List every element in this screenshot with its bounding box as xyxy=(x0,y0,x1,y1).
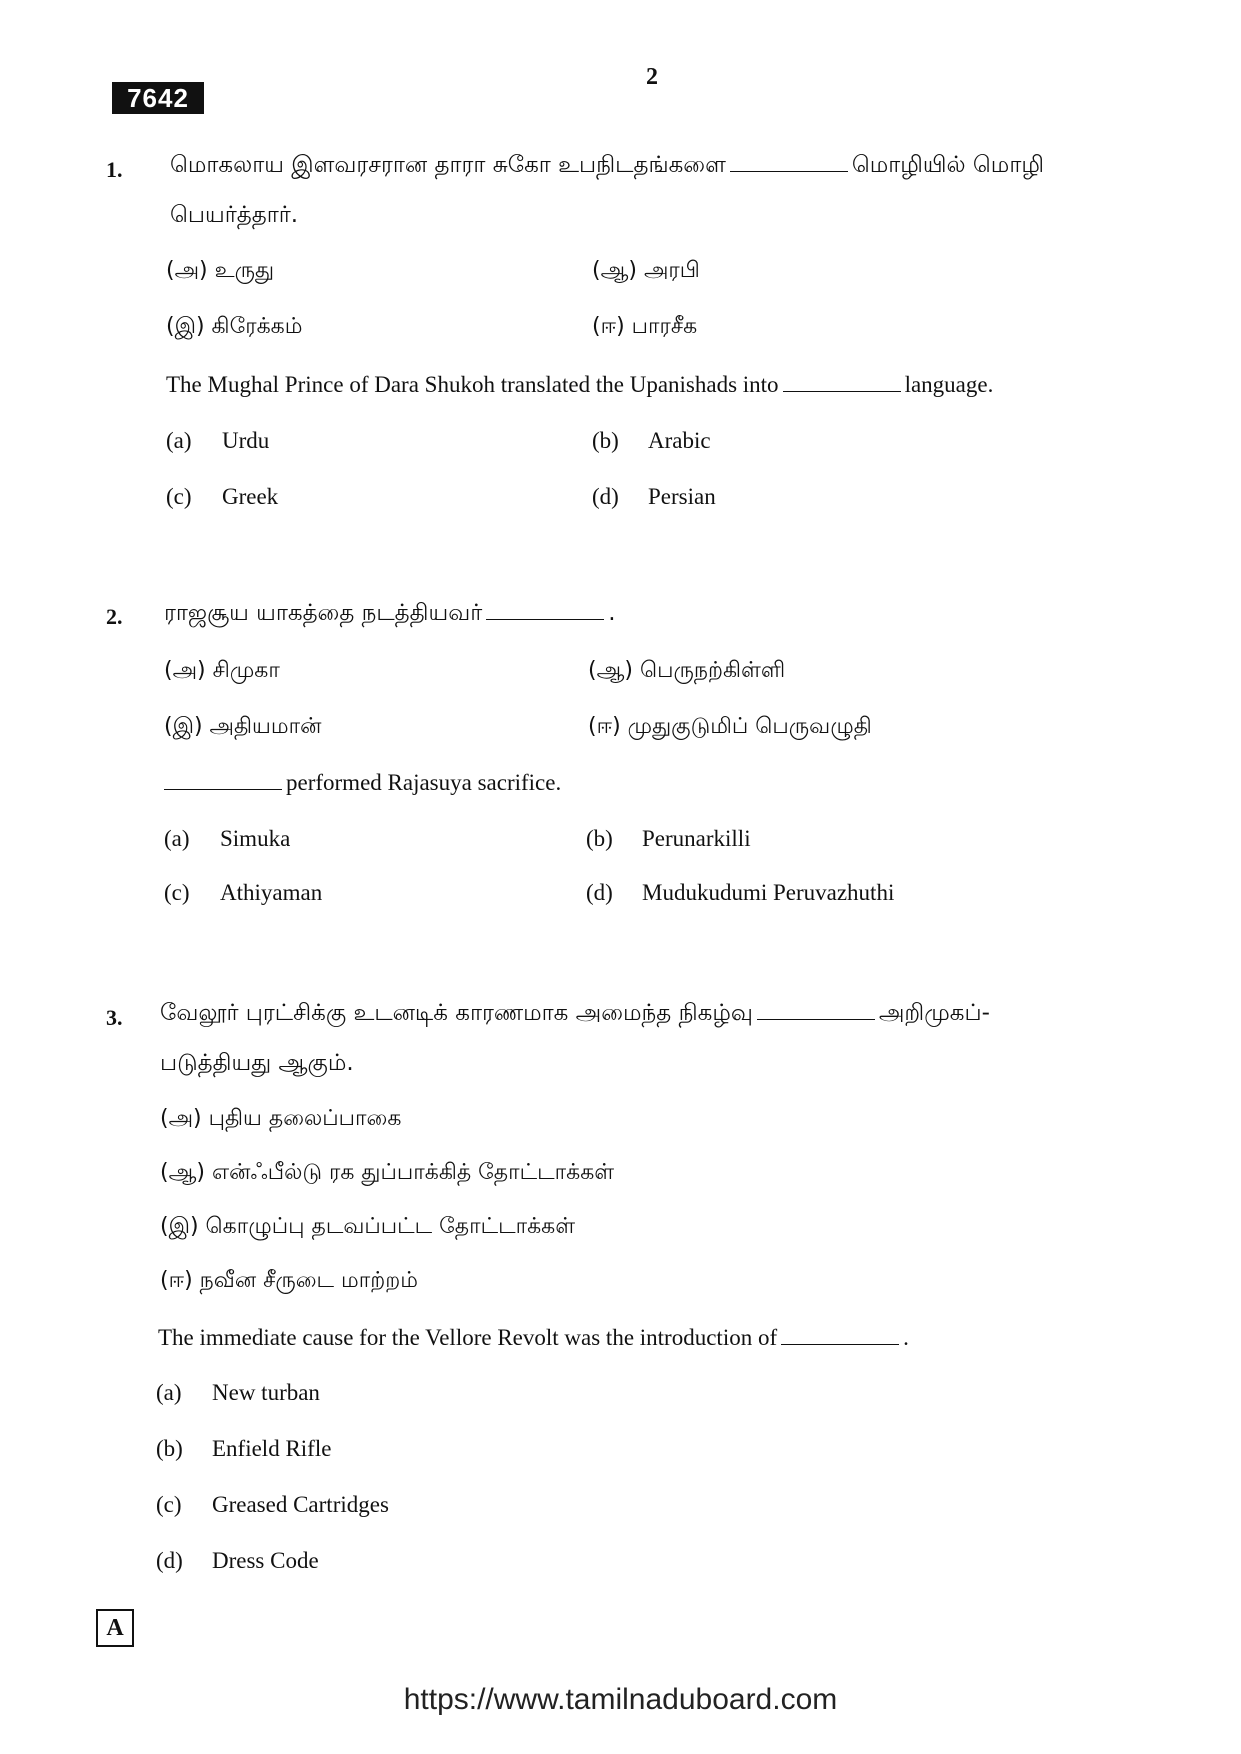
tamil-option: (ஆ) பெருநற்கிள்ளி xyxy=(588,658,786,683)
tamil-question-line: மொகலாய இளவரசரான தாரா சுகோ உபநிடதங்களை மொழியில் மொழி xyxy=(170,152,1044,178)
paper-code-badge: 7642 xyxy=(112,82,204,114)
tamil-option: (அ) உருது xyxy=(166,258,275,283)
tamil-question-line-2: பெயர்த்தார். xyxy=(170,202,299,228)
tamil-option: (ஆ) அரபி xyxy=(592,258,700,283)
tamil-option: (ஈ) நவீன சீருடை மாற்றம் xyxy=(160,1268,418,1293)
answer-blank xyxy=(783,390,901,392)
answer-blank xyxy=(730,170,848,172)
option-a: (a) New turban xyxy=(156,1380,320,1405)
tamil-option: (ஆ) என்ஃபீல்டு ரக துப்பாக்கித் தோட்டாக்கள் xyxy=(160,1160,615,1185)
option-d: (d) Mudukudumi Peruvazhuthi xyxy=(586,880,895,905)
english-question: The immediate cause for the Vellore Revolt was the introduction of . xyxy=(158,1325,909,1350)
question-number: 1. xyxy=(106,157,123,182)
option-c: (c) Greased Cartridges xyxy=(156,1492,389,1517)
tamil-option: (ஈ) பாரசீக xyxy=(592,314,698,339)
option-d: (d) Persian xyxy=(592,484,716,509)
option-c: (c) Athiyaman xyxy=(164,880,323,905)
tamil-option: (ஈ) முதுகுடுமிப் பெருவழுதி xyxy=(588,714,872,739)
booklet-version-box: A xyxy=(96,1609,134,1647)
tamil-question-line: ராஜசூய யாகத்தை நடத்தியவர் . xyxy=(164,600,616,626)
tamil-option: (அ) சிமுகா xyxy=(164,658,280,683)
tamil-question-line: வேலூர் புரட்சிக்கு உடனடிக் காரணமாக அமைந்த நிகழ்வு அறிமுகப்- xyxy=(160,1000,990,1026)
answer-blank xyxy=(164,788,282,790)
tamil-option: (அ) புதிய தலைப்பாகை xyxy=(160,1106,402,1131)
english-question: performed Rajasuya sacrifice. xyxy=(164,770,561,796)
option-b: (b) Arabic xyxy=(592,428,711,453)
page-number: 2 xyxy=(646,64,658,90)
tamil-option: (இ) கிரேக்கம் xyxy=(166,314,303,339)
option-b: (b) Perunarkilli xyxy=(586,826,751,851)
question-number: 3. xyxy=(106,1005,123,1030)
tamil-question-line-2: படுத்தியது ஆகும். xyxy=(160,1050,354,1076)
answer-blank xyxy=(757,1018,875,1020)
footer-url: https://www.tamilnaduboard.com xyxy=(403,1683,838,1716)
option-a: (a) Urdu xyxy=(166,428,270,453)
option-d: (d) Dress Code xyxy=(156,1548,319,1573)
tamil-option: (இ) அதியமான் xyxy=(164,714,322,739)
option-c: (c) Greek xyxy=(166,484,279,509)
english-question: The Mughal Prince of Dara Shukoh translated the Upanishads into language. xyxy=(166,372,994,397)
tamil-option: (இ) கொழுப்பு தடவப்பட்ட தோட்டாக்கள் xyxy=(160,1214,576,1239)
option-b: (b) Enfield Rifle xyxy=(156,1436,332,1461)
answer-blank xyxy=(486,618,604,620)
option-a: (a) Simuka xyxy=(164,826,291,851)
question-number: 2. xyxy=(106,604,123,629)
answer-blank xyxy=(781,1343,899,1345)
